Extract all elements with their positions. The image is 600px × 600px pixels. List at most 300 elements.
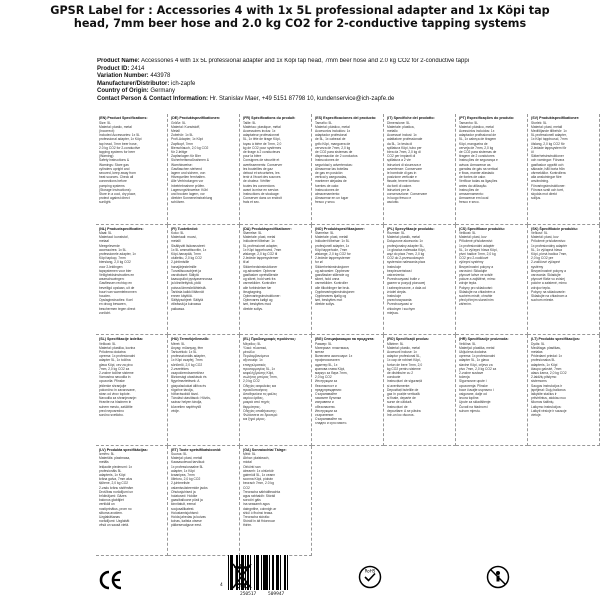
spec-cell-line: da fonti di calore.	[387, 183, 413, 188]
spec-cell-line: varoitukset: Säilytä	[171, 273, 199, 278]
spec-cell-line: 2-vodne sustave	[459, 370, 484, 375]
spec-cell-line: direkte sollys.	[315, 302, 335, 307]
spec-cell-line: metāls	[99, 460, 109, 465]
spec-cell-line: газовите бутилки	[315, 396, 342, 401]
spec-cell-line: Materiał: plastik, metal	[387, 235, 420, 240]
spec-cell-line: 2.0 kg CO2 for 2-conductive	[99, 145, 141, 150]
spec-cell-line: debout et sécurisées, les	[243, 170, 280, 175]
spec-cell-line: Material: plastic, metal	[99, 124, 132, 129]
spec-cell-line: Sikkerhetsinstruksjoner	[315, 264, 350, 269]
spec-cell-line: Opbevaringsinstruktioner:	[243, 294, 281, 299]
spec-cell-title: (LT) Produkto specifikacijos:	[531, 337, 581, 341]
spec-cell-line: Alle Verbindungen vor	[171, 179, 204, 184]
spec-cell	[240, 114, 312, 225]
spec-cell-title: (LV) Produkta specifikācijas:	[99, 447, 148, 452]
info-key: Product ID:	[97, 65, 130, 72]
spec-cell-line: áireamh: 1x oiriúntóir	[243, 468, 274, 473]
spec-cell-line: Tamanho: 5L	[459, 120, 479, 125]
spec-cell-line: Included Accessories: 1x 5L	[99, 133, 140, 138]
spec-cell-line: sistemoms	[531, 379, 547, 384]
spec-cell-line: buurt van warmtebronnen	[99, 289, 137, 294]
spec-cell-line: metalli	[171, 239, 181, 244]
spec-cell	[96, 225, 168, 336]
spec-cell-line: 2-vadu krānu sistēmām	[99, 485, 134, 490]
spec-cell-line: Lagerungshinweise: Kühl	[171, 187, 208, 192]
spec-cell-line: le bombole di gas in	[387, 170, 417, 175]
spec-cell-line: предупреждения:	[315, 387, 342, 392]
spec-cell-line: Instrukcje	[387, 294, 402, 299]
spec-cell-line: sikret, hold unna	[315, 277, 340, 282]
spec-cell-line: Sigurnosne upute i	[459, 379, 487, 384]
spec-cell	[528, 335, 600, 446]
spec-cell-line: sörtömlő, 2,0 kg CO2	[171, 362, 203, 367]
spec-cell-line: Biztonsági utasítások és	[171, 375, 207, 380]
spec-cell-line: 2-laidžių pilstymo	[531, 375, 557, 380]
spec-cell-line: безопасност и	[315, 383, 337, 388]
spec-cell-line: Čuvati na hladnom i	[459, 404, 489, 409]
spec-cell-line: Størrelse: 5L	[315, 231, 334, 235]
spec-cell-line: Opslaginstructies: Koel	[99, 298, 133, 303]
info-row	[97, 58, 597, 66]
spec-cell-line: 2,0 kg CO2 pre	[531, 256, 554, 261]
spec-cell-title: (HR) Specifikacije proizvoda:	[459, 337, 509, 341]
spec-cell-line: tap head, 7mm beer hose,	[99, 141, 138, 146]
spec-cell-line: beschermen tegen direct	[99, 306, 136, 311]
spec-cell-line: Méret: 5L	[171, 341, 185, 346]
spec-cell	[312, 335, 384, 446]
spec-cell-line: kg de CO2 pour systèmes	[243, 145, 282, 150]
spec-cell-title: (DE) Produktspezifikationen:	[171, 116, 221, 120]
spec-cell-line: surse de căldură.	[387, 400, 413, 405]
spec-cell-line: Warnings: Store gas	[99, 162, 129, 167]
spec-cell-line: Säilytysohjeet: Säilytä	[171, 298, 204, 303]
spec-cell-line: професионален	[315, 358, 340, 363]
spec-cell-line: 1x professionaalne 5L	[171, 464, 204, 469]
spec-cell-line: krāna galva, 7mm alus	[99, 477, 133, 482]
barcode-bar	[287, 555, 288, 590]
spec-cell-line: Anyag: műanyag, fém	[171, 345, 204, 350]
spec-cell-line: Säkerhetsinstruktioner	[531, 154, 564, 159]
spec-cell-line: Istruzioni di sicurezza e	[387, 162, 422, 167]
spec-cell-line: Almacenar en un lugar	[315, 196, 349, 201]
spec-cell-line: alle tilkoblinger før bruk.	[315, 285, 350, 290]
spec-cell-line: secured, keep away from	[99, 170, 136, 175]
spec-cell	[168, 114, 240, 225]
spec-cell-line: thirim.	[243, 523, 252, 528]
spec-cell-line: systémy	[531, 264, 544, 269]
info-value: ich-zapfe	[171, 80, 196, 87]
spec-cell-line: και ξηρό μέρος.	[243, 417, 266, 422]
spec-cell-line: před přímým slunečním	[459, 298, 494, 303]
info-value: Accessories 4 with 1x 5L professional adapter and 1x Köpi tap head, 7mm beer hose and 2.0 kg CO2 for 2-conductive tappi	[141, 58, 470, 64]
spec-cell-line: sunlight.	[99, 200, 112, 205]
spec-cell-line: ölslang, 2,0 kg CO2 för	[531, 141, 565, 146]
spec-cell-line: waarschuwingen:	[99, 277, 125, 282]
spec-cell-line: Köpi tapkop, 7mm	[99, 256, 126, 261]
spec-cell	[96, 114, 168, 225]
spec-cell-line: (Incorrect):	[99, 128, 115, 133]
spec-cell-line: Instructions de stockage:	[243, 191, 280, 196]
spec-cell-line: Saugos instrukcijos ir	[531, 383, 563, 388]
spec-cell-line: adapter, 1x Köpi	[171, 468, 195, 473]
spec-cell	[168, 446, 240, 557]
spec-cell-title: (BG) Спецификации на продукта:	[315, 337, 375, 341]
spec-cell-line: Förvara svalt och torrt,	[531, 187, 564, 192]
spec-cell-line: toutes les connexions	[243, 183, 275, 188]
spec-cell-line: houden.	[99, 294, 111, 299]
spec-cell-line: šilumos šaltinių.	[531, 400, 555, 405]
spec-cell-line: furtun de bere 7mm, 2,0	[387, 362, 423, 367]
spec-cell-line: da 5L, 1x testa di	[387, 141, 413, 146]
spec-cell-line: siltuma avotiem.	[99, 510, 123, 515]
spec-cell-line: Uključena dodatna	[459, 349, 487, 354]
spec-cell-line: til øl	[243, 260, 250, 265]
info-row	[97, 88, 597, 96]
spec-cell-title: (FR) Spécifications du produit:	[243, 116, 296, 120]
spec-cell-line: spillatura a 2 vie	[387, 158, 411, 163]
spec-cell-line: alaus žarna, 2,0 kg CO2	[531, 370, 567, 375]
spec-cell-line: de CO2 para sistemas de	[459, 149, 497, 154]
info-value: 443978	[150, 73, 171, 80]
spec-cell-line: zdroje tepla.	[459, 281, 477, 286]
spec-cell-line: хладно и сухо място.	[315, 421, 348, 426]
spec-cell	[168, 225, 240, 336]
spec-cell-line: Accesorii incluse: 1x	[387, 349, 417, 354]
spec-cell-line: Zubehör: 1x 5L	[171, 133, 194, 138]
spec-cell-line: ina seasamh agus	[243, 502, 270, 507]
spec-cell-line: Armazenar em local	[459, 196, 489, 201]
spec-cell-line: Turvallisuusohjeet ja	[171, 268, 201, 273]
spec-cell-line: Pokyny pro skladování:	[459, 285, 494, 290]
spec-cell-line: Veličina: 5L	[459, 341, 476, 346]
spec-cell-line: och varningar: Förvara	[531, 158, 565, 163]
spec-cell-line: voor 2-leidingen	[99, 264, 123, 269]
spec-cell-line: Inkluderet tilbehør: 1x	[243, 239, 275, 244]
spec-cell-line: användning.	[531, 179, 549, 184]
spec-cell-line: Инструкции за	[315, 379, 338, 384]
spec-cell-line: fresco y seco.	[315, 200, 336, 205]
spec-cell-line: Hoiustamisjuhised:	[171, 510, 199, 515]
spec-cell-line: Iekļautie piederumi: 1x	[99, 464, 132, 469]
spec-cell-line: osigurane, dalje od	[459, 391, 487, 396]
spec-cell-line: Størrelse: 5L	[243, 231, 262, 235]
spec-cell-line: professzionális adapter,	[171, 354, 206, 359]
spec-cell-line: izvora topline.	[459, 396, 480, 401]
spec-cell-line: glava Köpi, cev za pivo	[99, 362, 133, 367]
spec-cell-line: šļūtene, 2,0 kg CO2	[99, 481, 129, 486]
spec-cell-line: avertissements: Conserver	[243, 162, 283, 167]
spec-cell-line: opozorila: Plinske	[99, 379, 125, 384]
spec-cell-line: en droog bewaren,	[99, 302, 127, 307]
info-key: Country of Origin:	[97, 88, 149, 95]
spec-cell-line: les bouteilles de gaz	[243, 166, 273, 171]
spec-cell-line: gaasiballoone püsti ja	[171, 498, 203, 503]
spec-cell-line: tapsystemen voor bier	[99, 268, 132, 273]
spec-cell-line: shiúl ó fhoinsí teasa.	[243, 510, 274, 515]
spec-cell-line: vertical y aseguradas,	[315, 175, 348, 180]
spec-cell-line: tuyau à bière de 7mm, 2,0	[243, 141, 282, 146]
spec-cell-line: 2-vezetékes	[171, 366, 189, 371]
spec-cell-line: frais et sec.	[243, 200, 260, 205]
spec-cell-line: Acessórios incluídos: 1x	[459, 128, 495, 133]
spec-cell-line: Köpi, mangueira de	[459, 141, 488, 146]
spec-cell-line: og advarsler: Opbevar	[243, 268, 276, 273]
spec-cell-line: 1x Köpi tapphuvud, 7mm	[531, 137, 568, 142]
spec-cell-line: съхранение:	[315, 412, 335, 417]
spec-cell-line: 1x Köpi csapfej, 7mm	[171, 358, 203, 363]
spec-cell-line: Veiligheidsinstructies en	[99, 273, 135, 278]
spec-cell-line: 1x profesionálny adaptér	[531, 243, 568, 248]
weee-bin-icon	[231, 562, 253, 590]
spec-cell-line: figyelmeztetések: A	[171, 379, 200, 384]
spec-cell-line: adapteris, 1x Köpi	[531, 362, 558, 367]
spec-cell-line: ostrzeżenia:	[387, 273, 405, 278]
info-value: Hr. Stanislav Maer, +49 5151 87798 10, kundenservice@ich-zapfe.de	[209, 95, 395, 102]
spec-cell-line: Material: plástico, metal	[315, 124, 350, 129]
spec-cell-line: accessoires: 1x 5L	[99, 247, 127, 252]
spec-cell	[456, 114, 528, 225]
spec-cell-line: Storlek: 5L	[531, 120, 547, 125]
spec-cell-line: Hitzequellen fernhalten.	[171, 175, 206, 180]
spec-cell-line: in luogo fresco e	[387, 196, 412, 201]
spec-cell-title: (SL) Specifikacije izdelka:	[99, 337, 143, 341]
spec-cell-line: Przechowywać w	[387, 302, 413, 307]
spec-cell-line: Sisältyvät lisävarusteet:	[171, 243, 206, 248]
spec-cell-line: 2-ledede tappesystemer	[315, 256, 351, 261]
barcode-digit-left: 4	[220, 583, 223, 588]
spec-cell-line: Accessoires inclus: 1x	[243, 128, 276, 133]
spec-cell-line: Navodila za shranjevanje:	[99, 396, 137, 401]
spec-cell-line: profesjonell adapter, 1x	[315, 243, 350, 248]
spec-cell-line: Gasflaschen stehend	[171, 166, 202, 171]
spec-cell-line: 5L, 1x výčepní hlava Köpi,	[459, 247, 498, 252]
spec-cell-line: CO2 per impianti di	[387, 154, 416, 159]
spec-cell-line: suchom mieste.	[531, 298, 555, 303]
spec-cell-line: ennen käyttöä.	[171, 294, 193, 299]
spec-cell-line: conducte	[387, 375, 401, 380]
spec-cell-line: Materiale: plast, metal	[243, 235, 276, 240]
spec-cell-line: Dydis: 5L	[531, 341, 545, 346]
spec-cell-line: Istruzioni per la	[387, 187, 410, 192]
spec-cell-line: gazem w pozycji pionowej	[387, 281, 426, 286]
spec-cell-line: de tirage à 2 conducteurs	[243, 149, 281, 154]
spec-cell-line: almacenamiento:	[315, 191, 341, 196]
spec-cell-line: Oppbevaringsinstruksjoner:	[315, 289, 356, 294]
svg-text:RoHS: RoHS	[364, 568, 376, 574]
spec-cell-line: Méid: 5L	[243, 452, 256, 456]
spec-cell-line: Profi-Adapter, 1x Köpi	[171, 137, 204, 142]
spec-cell-line: protect against direct	[99, 196, 130, 201]
spec-cell-line: Drošības norādījumi un	[99, 489, 134, 494]
spec-cell-line: Hranite na hladnem in	[99, 400, 132, 405]
spec-cell	[456, 225, 528, 336]
spec-cell-title: (HU) Termékjellemzők:	[171, 337, 210, 341]
spec-cell-line: boce čuvajte uspravno i	[459, 387, 494, 392]
spec-cell-line: de CO2 para sistemas de	[315, 149, 353, 154]
spec-cell-line: öl	[531, 149, 534, 154]
spec-cell-line: Size: 5L	[99, 120, 111, 125]
spec-cell-line: Zapfkopf, 7mm	[171, 141, 193, 146]
spec-cell-line: CO2 pro 2-vodičové	[459, 256, 489, 261]
spec-cell-title: (IT) Specifiche del prodotto:	[387, 116, 435, 120]
spec-cell-line: de fontes de calor.	[459, 175, 486, 180]
spec-cell	[384, 335, 456, 446]
spec-cell-line: Verificar todas as ligações	[459, 179, 498, 184]
spec-cell-line: metallo	[387, 128, 398, 133]
spec-cell-line: stran od virov toplote.	[99, 391, 131, 396]
spec-cell-line: Φυλάσσετε σε δροσερό	[243, 412, 278, 417]
spec-cell-line: paikassa.	[171, 306, 185, 311]
spec-cell-line: de gas en posición	[315, 170, 343, 175]
spec-cell-line: προσαρμογέας 5L, 1x	[243, 366, 276, 371]
spec-cell-line: Materijal: plastika, metal	[459, 345, 495, 350]
spec-cell-line: kohas, kaitsta otsese	[171, 519, 202, 524]
spec-cell-line: cerveza de 7mm, 2,0 kg	[315, 145, 351, 150]
spec-cell-line: csapolórendszerekhez	[171, 370, 204, 375]
spec-cell-line: ja kiinnitettyinä, pidä	[171, 281, 201, 286]
spec-cell-line: laikykite stačius ir	[531, 391, 557, 396]
spec-cell-line: Upute za skladištenje:	[459, 400, 492, 405]
spec-cell-line: Meegeleverde	[99, 243, 120, 248]
spec-cell-line: tørt, beskyttes mod	[243, 302, 272, 307]
spec-cell-line: Tarkista kaikki liitännät	[171, 289, 204, 294]
spec-cell-line: Medžiaga: plastikas,	[531, 345, 561, 350]
spec-cell-line: gaz în poziție verticală	[387, 391, 420, 396]
spec-cell-line: poissa lämmönlähteistä.	[171, 285, 207, 290]
spec-cell-line: Medföljande tillbehör: 1x	[531, 128, 567, 133]
spec-cell-line: Förvaringsinstruktioner:	[531, 183, 566, 188]
spec-cell-line: bierslang, 2,0 kg CO2	[99, 260, 131, 265]
spec-cell-line: Instruções de segurança e	[459, 158, 498, 163]
spec-cell-line: beorach 7mm, 2.0 kg	[243, 481, 274, 486]
barcode-digits-middle: 250517	[240, 592, 257, 597]
spec-cell-line: Laikymo instrukcijos:	[531, 404, 562, 409]
spec-cell-line: ibrugtagning.	[243, 289, 263, 294]
spec-cell-title: (NO) Produktspesifikasjoner:	[315, 226, 365, 231]
spec-cell-line: Instruções de	[459, 187, 479, 192]
spec-cell-line: Οδηγίες αποθήκευσης:	[243, 408, 277, 413]
spec-cell-line: varmekilder. Kontroller	[243, 281, 276, 286]
spec-cell-line: suchém místě, chraňte	[459, 294, 493, 299]
spec-cell-line: Zapfanlagen für Bier	[171, 154, 201, 159]
spec-cell-line: Съхранявайте	[315, 391, 338, 396]
spec-cell-line: Inbetriebnahme prüfen.	[171, 183, 206, 188]
spec-cell-line: Warnhinweise:	[171, 162, 193, 167]
spec-cell-line: Accesorios incluidos: 1x	[315, 128, 351, 133]
spec-cell-line: Ohutusjuhised ja	[171, 489, 196, 494]
spec-cell-line: маркуч за бира 7mm,	[315, 370, 348, 375]
spec-cell-line: nostiprinātus, prom no	[99, 506, 132, 511]
spec-cell-line: și avertismente:	[387, 383, 411, 388]
spec-cell-line: 2,0 kg CO2	[243, 379, 260, 384]
spec-cell-line: адаптер 5L, 1x	[315, 362, 338, 367]
spec-cell-line: Bezpečnostné pokyny a	[531, 268, 567, 273]
spec-cell-line: spillatura Köpi, tubo per	[387, 145, 422, 150]
spec-cell-line: agus rabhaidh: Stóráil	[243, 494, 276, 499]
spec-cell-line: Dołączone akcesoria: 1x	[387, 239, 423, 244]
spec-cell-line: Priložena dodatna	[99, 349, 126, 354]
spec-cell-line: Размер: 5L	[315, 341, 332, 346]
ce-mark-icon	[98, 570, 124, 590]
spec-cell-line: miotal	[243, 460, 252, 465]
spec-cell	[96, 335, 168, 446]
spec-cell-line: og sikret, hold væk fra	[243, 277, 276, 282]
spec-cell-line: seguridad y advertencias:	[315, 162, 353, 167]
spec-cell-line: 5L, 1x tête de tirage Köpi,	[243, 137, 281, 142]
spec-cell-line: Περιλαμβανόμενα	[243, 354, 270, 359]
spec-cell-line: Mărime: 5L	[387, 341, 404, 346]
spec-cell	[240, 335, 312, 446]
spec-cell-line: lagern und sichern, von	[171, 170, 206, 175]
spec-cell-line: 2-ledede tappesystemer	[243, 256, 279, 261]
spec-cell-title: (DA) Produktspecifikationer:	[243, 226, 292, 231]
spec-cell-line: száraz helyen tárolja,	[171, 400, 203, 405]
spec-cell-line: zdrojov tepla.	[531, 285, 551, 290]
spec-cell	[528, 114, 600, 225]
spec-cell	[240, 446, 312, 557]
spec-cell-line: Materjal: plast, metall	[171, 456, 203, 461]
spec-cell	[240, 225, 312, 336]
spec-cell-line: poloze a zajištěné, mimo	[459, 277, 496, 282]
spec-cell-line: Material: plastika, kovina	[99, 345, 136, 350]
spec-cell-line: profesjonalny adapter 5L,	[387, 243, 425, 248]
spec-cell-line: plynové lahve ve svislé	[459, 273, 493, 278]
spec-cell-line: κεφαλή βρύσης Köpi,	[243, 370, 275, 375]
spec-cell-line: CO2 do 2-przewodowych	[387, 256, 425, 261]
spec-cell-line: plynové fľaše vo zvislej	[531, 277, 565, 282]
spec-cell	[528, 225, 600, 336]
spec-cell-line: oprema: 1x profesionalni	[99, 354, 136, 359]
spec-cell-line: Bezpečnostní pokyny a	[459, 264, 494, 269]
spec-cell-title: (GA) Sonraíochtaí Táirge:	[243, 447, 287, 452]
spec-cell-line: Velikost: 5L	[459, 231, 476, 235]
spec-cell-line: Bierschlauch, 2,0 kg CO2	[171, 145, 209, 150]
spec-cell-line: avvertenze: Conservare	[387, 166, 423, 171]
spec-cell-line: Taille: 5L	[243, 120, 257, 125]
info-row	[97, 81, 597, 89]
spec-cell-line: σωλήνας μπύρας 7mm,	[243, 375, 278, 380]
spec-cell-line: birra da 7mm, 2,0 kg di	[387, 149, 421, 154]
spec-cell-line: sončno svetlobo.	[99, 412, 124, 417]
spec-cell-line: Материал: пластмаса,	[315, 345, 350, 350]
spec-cell-line: avant la mise en service.	[243, 187, 280, 192]
spec-cell-line: 2-juhtmeliste	[171, 481, 190, 486]
spec-cell-line: õlletoru, 2,0 kg CO2	[171, 477, 201, 482]
page-title: GPSR Label for : Accessories 4 with 1x 5L professional adapter and 1x Köpi tap head, 7mm beer hose and 2.0 kg CO2 for 2-conductive tapping systems	[50, 4, 550, 30]
spec-cell-line: Köpi-hanapää, 7mm	[171, 252, 201, 257]
spec-cell-line: depozitare: A se păstra	[387, 408, 421, 413]
spec-cell-line: Instrucciones de	[315, 187, 340, 192]
spec-cell-line: rögzítve tárolja,	[171, 387, 194, 392]
spec-cell-line: schützen.	[171, 200, 186, 205]
info-row	[97, 66, 597, 74]
spec-cell-line: źródeł ciepła.	[387, 289, 407, 294]
spec-cell-line: adapter 5L, 1x točilna	[99, 358, 131, 363]
spec-cell-line: suhom mjestu.	[459, 408, 481, 413]
spec-cell-line: direkter Sonneneinstrahlung	[171, 196, 213, 201]
spec-cell-line: Suurus: 5L	[171, 452, 187, 456]
spec-cell-line: Съхранявайте на	[315, 417, 342, 422]
spec-cell-line: Uzglabāšanas	[99, 515, 120, 520]
spec-cell-line: într-un loc răcoros.	[387, 412, 415, 417]
spec-cell-line: Almacenar las botellas	[315, 166, 349, 171]
spec-cell-line: Treoracha stórála:	[243, 515, 270, 520]
spec-cell-line: zonlicht.	[99, 310, 112, 315]
spec-cell-line: tapping systems for beer	[99, 149, 136, 154]
spec-cell-line: Größe: 5L	[171, 120, 186, 125]
spec-cell-line: gairmiúil 5L, 1x ceann	[243, 473, 276, 478]
spec-cell-line: επαγγελματικός	[243, 362, 266, 367]
